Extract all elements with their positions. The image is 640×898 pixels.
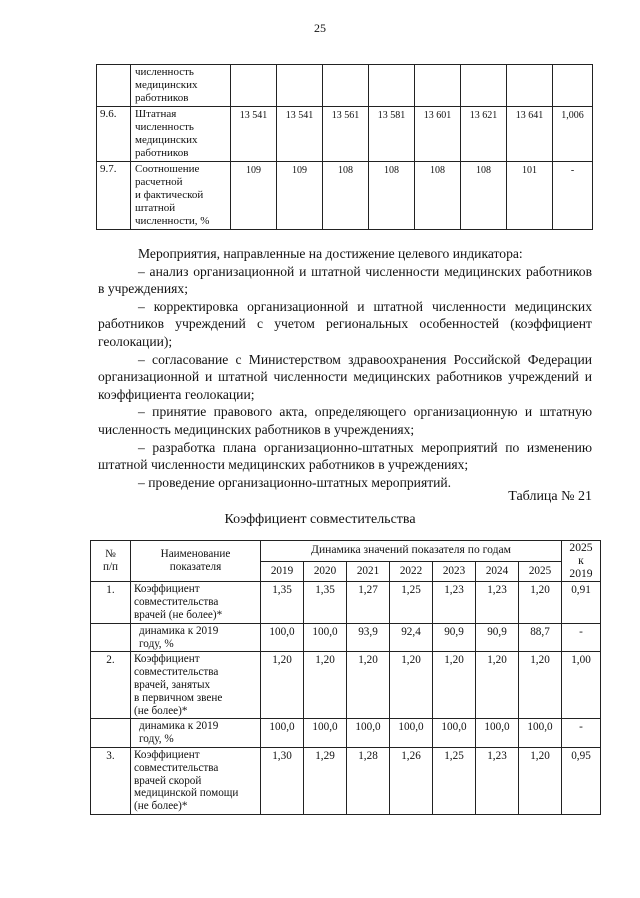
header-name: Наименование показателя: [131, 541, 261, 582]
value-cell: 1,29: [304, 747, 347, 814]
value-cell: 13 541: [231, 107, 277, 162]
indicator-name-line: врачей (не более)*: [134, 608, 223, 621]
indicator-name-line: Коэффициент: [134, 748, 200, 761]
value-cell: 100,0: [347, 719, 390, 748]
row-number: [97, 65, 131, 107]
indicator-name: [131, 65, 231, 107]
row-number: 9.6.: [97, 107, 131, 162]
value-cell: 1,20: [433, 652, 476, 719]
value-cell: 108: [369, 162, 415, 230]
indicator-name: [131, 652, 261, 719]
row-number: 1.: [91, 582, 131, 623]
value-cell: 1,23: [433, 582, 476, 623]
value-cell: 1,20: [519, 582, 562, 623]
row-number: 2.: [91, 652, 131, 719]
value-cell: 1,20: [390, 652, 433, 719]
header-number: № п/п: [91, 541, 131, 582]
value-cell: 1,20: [304, 652, 347, 719]
indicator-name-line: расчетной: [135, 176, 183, 188]
measure-item: – анализ организационной и штатной численности медицинских работников в учреждениях;: [98, 263, 592, 297]
value-cell: 13 641: [507, 107, 553, 162]
value-cell: 1,00: [562, 652, 601, 719]
value-cell: -: [553, 162, 593, 230]
value-cell: 100,0: [519, 719, 562, 748]
value-cell: 100,0: [261, 623, 304, 652]
value-cell: 109: [277, 162, 323, 230]
indicator-name: [131, 107, 231, 162]
value-cell: 1,20: [476, 652, 519, 719]
value-cell: 92,4: [390, 623, 433, 652]
indicator-name-line: (не более)*: [134, 800, 188, 813]
indicator-name-line: врачей, занятых: [134, 678, 211, 691]
header-year: 2024: [476, 561, 519, 582]
indicator-name-line: Коэффициент: [134, 583, 200, 596]
indicator-name-line: в первичном звене: [134, 691, 223, 704]
measures-intro: Мероприятия, направленные на достижение целевого индикатора:: [138, 246, 523, 261]
value-cell: 1,23: [476, 747, 519, 814]
value-cell: 1,23: [476, 582, 519, 623]
value-cell: 1,006: [553, 107, 593, 162]
table-title: Коэффициент совместительства: [224, 512, 416, 527]
indicator-name-line: численности, %: [135, 215, 210, 227]
value-cell: 109: [231, 162, 277, 230]
value-cell: 1,27: [347, 582, 390, 623]
value-cell: 1,35: [261, 582, 304, 623]
value-cell: 13 621: [461, 107, 507, 162]
indicator-name-line: совместительства: [134, 666, 219, 679]
indicator-name: [131, 162, 231, 230]
table-caption: Таблица № 21: [508, 489, 592, 504]
header-row: [91, 541, 601, 562]
indicator-name-line: медицинских: [135, 134, 198, 146]
value-cell: 0,95: [562, 747, 601, 814]
table-row: [91, 747, 601, 814]
value-cell: 1,20: [519, 747, 562, 814]
measures-text: [98, 245, 592, 491]
value-cell: 1,20: [347, 652, 390, 719]
indicator-name-line: году, %: [139, 637, 174, 650]
value-cell: [277, 65, 323, 107]
indicator-name-line: Штатная: [135, 108, 177, 120]
row-number: [91, 623, 131, 652]
table-row: [97, 162, 593, 230]
value-cell: 1,25: [390, 582, 433, 623]
value-cell: 13 581: [369, 107, 415, 162]
value-cell: 100,0: [304, 719, 347, 748]
value-cell: 100,0: [433, 719, 476, 748]
value-cell: [323, 65, 369, 107]
value-cell: [507, 65, 553, 107]
value-cell: 13 561: [323, 107, 369, 162]
value-cell: 1,35: [304, 582, 347, 623]
value-cell: 90,9: [433, 623, 476, 652]
value-cell: 13 541: [277, 107, 323, 162]
value-cell: 0,91: [562, 582, 601, 623]
value-cell: 93,9: [347, 623, 390, 652]
value-cell: 100,0: [261, 719, 304, 748]
value-cell: 90,9: [476, 623, 519, 652]
indicator-name: [131, 719, 261, 748]
indicator-name-line: году, %: [139, 733, 174, 746]
indicator-name-line: врачей скорой: [134, 774, 202, 787]
indicator-name-line: работников: [135, 147, 189, 159]
combination-coefficient-table: [90, 540, 601, 815]
header-year: 2020: [304, 561, 347, 582]
value-cell: [231, 65, 277, 107]
table-row: [91, 582, 601, 623]
value-cell: [461, 65, 507, 107]
measure-item: – принятие правового акта, определяющего организационную и штатную численность медицинских работников в учреждениях;: [98, 404, 592, 437]
value-cell: [415, 65, 461, 107]
table-row: [97, 65, 593, 107]
value-cell: 108: [323, 162, 369, 230]
row-number: 3.: [91, 747, 131, 814]
indicator-name-line: медицинских: [135, 79, 198, 91]
page-number: 25: [314, 21, 326, 35]
table-row: [91, 623, 601, 652]
indicator-name-line: совместительства: [134, 761, 219, 774]
indicator-name: [131, 747, 261, 814]
value-cell: 100,0: [476, 719, 519, 748]
indicator-name: [131, 623, 261, 652]
indicator-name-line: численность: [135, 121, 194, 133]
indicator-name: [131, 582, 261, 623]
header-year: 2022: [390, 561, 433, 582]
value-cell: 1,26: [390, 747, 433, 814]
value-cell: 1,25: [433, 747, 476, 814]
table-row: [91, 719, 601, 748]
measure-item: – корректировка организационной и штатной численности медицинских работников учреждений с учетом региональных особенностей (коэффициент геолокации);: [98, 298, 592, 349]
indicator-name-line: работников: [135, 92, 189, 104]
staffing-table: [96, 64, 593, 230]
row-number: 9.7.: [97, 162, 131, 230]
measure-item: – согласование с Министерством здравоохранения Российской Федерации организационной и штатной численности медицинских работников учреждений и коэффициента геолокации;: [98, 351, 592, 402]
header-year: 2025: [519, 561, 562, 582]
value-cell: 1,20: [519, 652, 562, 719]
indicator-name-line: медицинской помощи: [134, 787, 239, 800]
value-cell: 1,30: [261, 747, 304, 814]
row-number: [91, 719, 131, 748]
header-dynamics: Динамика значений показателя по годам: [261, 541, 562, 562]
value-cell: 100,0: [304, 623, 347, 652]
value-cell: -: [562, 719, 601, 748]
value-cell: -: [562, 623, 601, 652]
value-cell: 13 601: [415, 107, 461, 162]
measure-item: – разработка плана организационно-штатных мероприятий по изменению штатной численности медицинских работников в учреждениях;: [98, 439, 592, 473]
header-2025-vs-2019: 2025 к 2019: [562, 541, 601, 582]
value-cell: 1,28: [347, 747, 390, 814]
indicator-name-line: численность: [135, 66, 194, 78]
indicator-name-line: динамика к 2019: [139, 624, 219, 637]
measure-item: – проведение организационно-штатных мероприятий.: [138, 474, 452, 490]
header-year: 2023: [433, 561, 476, 582]
header-year: 2021: [347, 561, 390, 582]
indicator-name-line: совместительства: [134, 596, 219, 609]
indicator-name-line: динамика к 2019: [139, 720, 219, 733]
indicator-name-line: Соотношение: [135, 163, 200, 175]
indicator-name-line: (не более)*: [134, 704, 188, 717]
table-row: [97, 107, 593, 162]
value-cell: 100,0: [390, 719, 433, 748]
value-cell: 1,20: [261, 652, 304, 719]
value-cell: 88,7: [519, 623, 562, 652]
value-cell: 101: [507, 162, 553, 230]
indicator-name-line: Коэффициент: [134, 653, 200, 666]
value-cell: 108: [461, 162, 507, 230]
value-cell: 108: [415, 162, 461, 230]
value-cell: [553, 65, 593, 107]
indicator-name-line: штатной: [135, 202, 176, 214]
value-cell: [369, 65, 415, 107]
header-year: 2019: [261, 561, 304, 582]
table-row: [91, 652, 601, 719]
indicator-name-line: и фактической: [135, 189, 204, 201]
